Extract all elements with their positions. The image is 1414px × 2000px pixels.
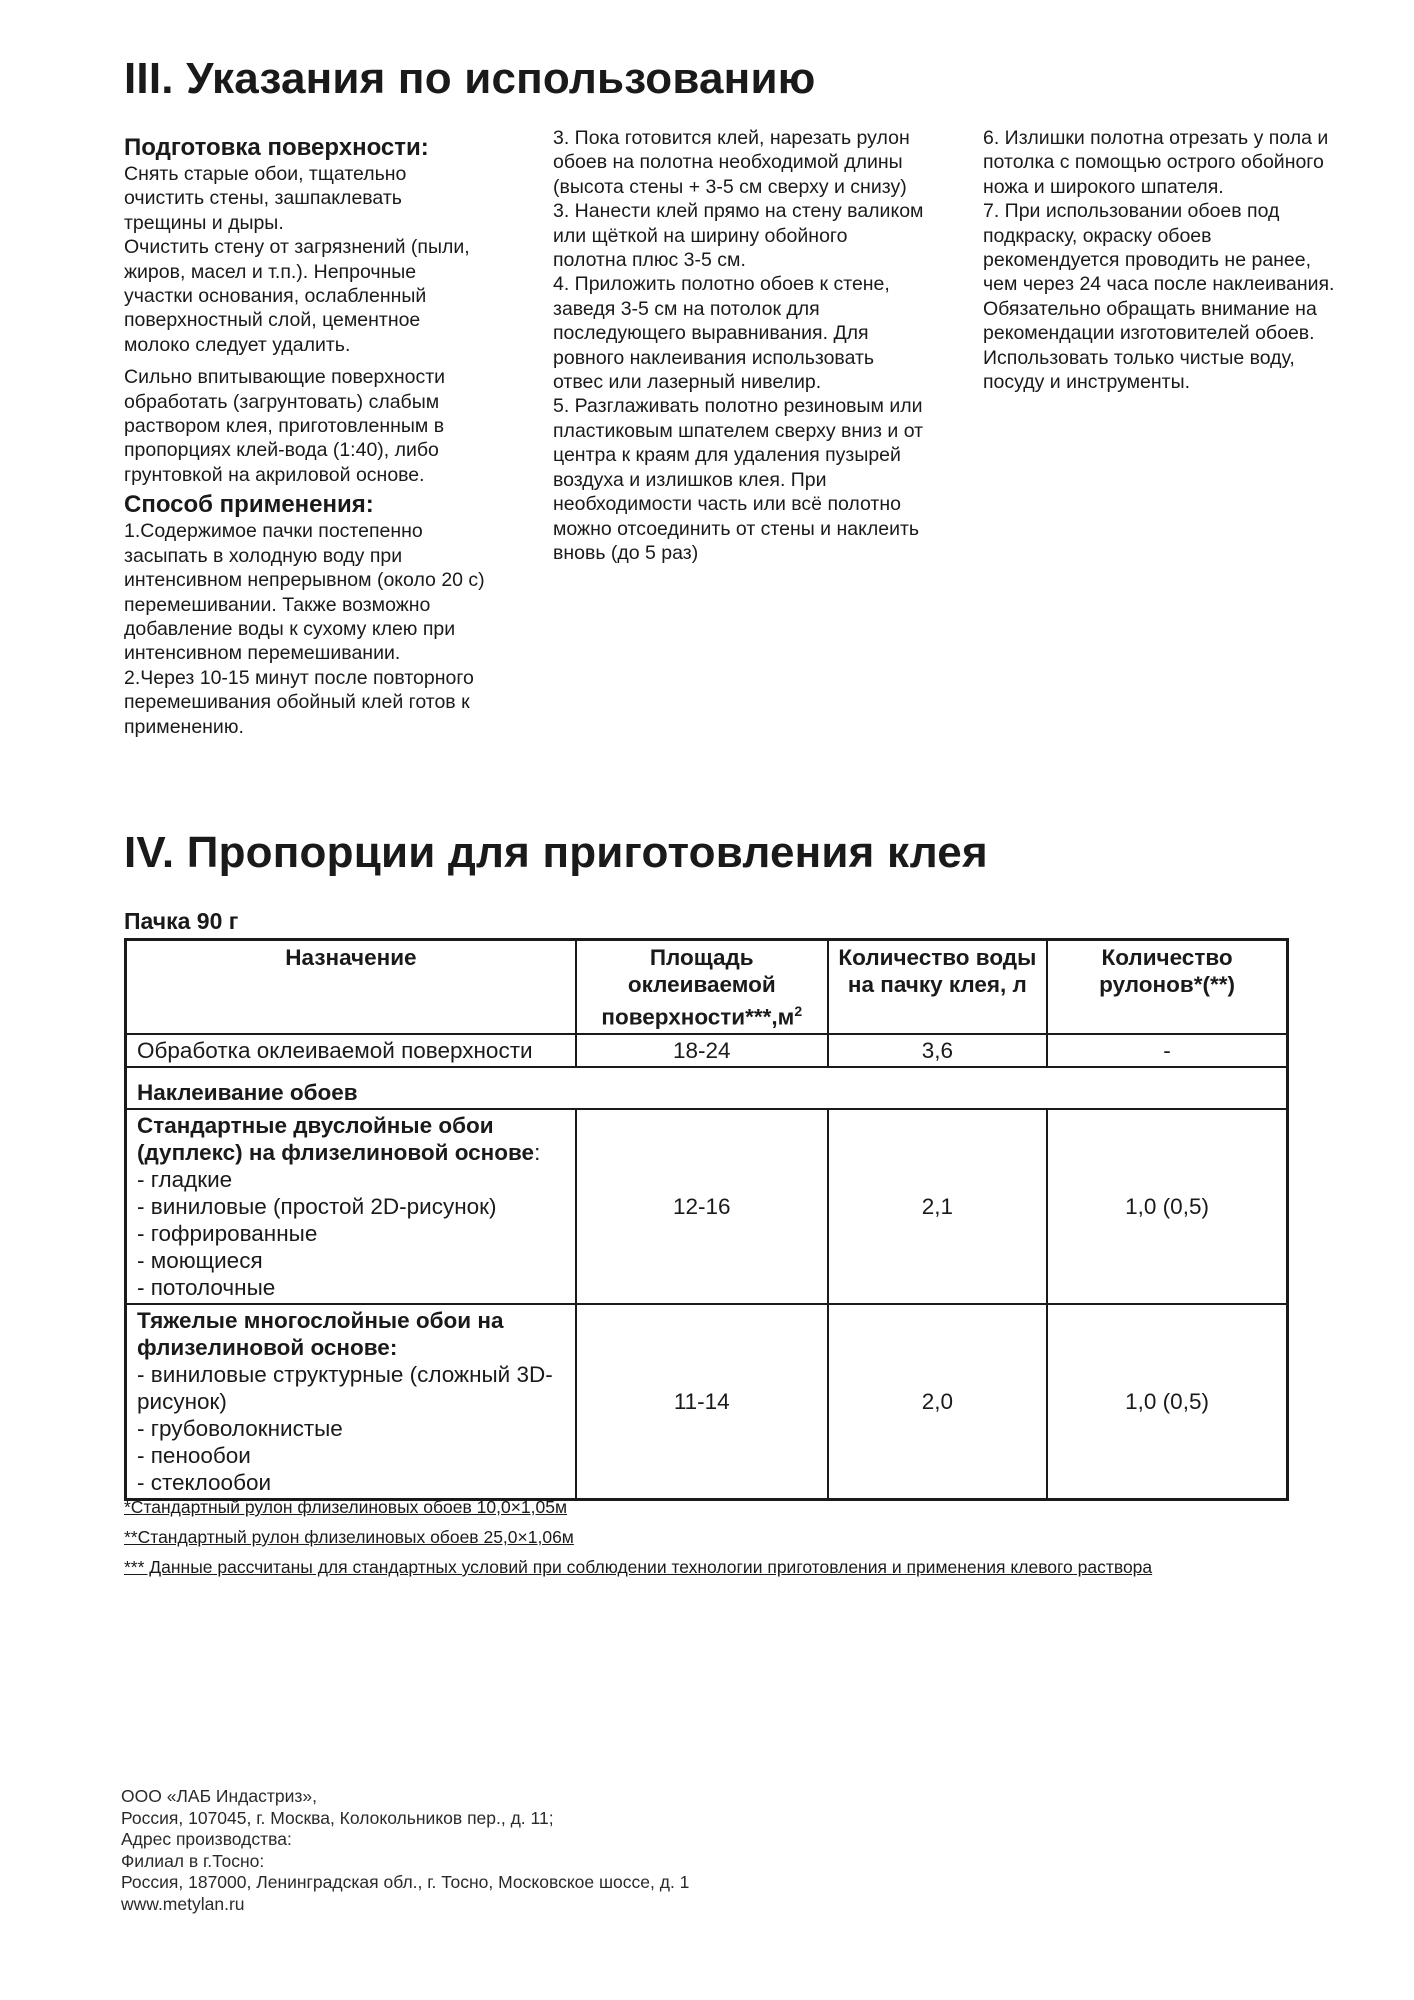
row3-rolls: 1,0 (0,5) xyxy=(1047,1304,1287,1500)
table-row xyxy=(126,1304,1288,1500)
row2-purpose: Стандартные двуслойные обои (дуплекс) на флизелиновой основе: - гладкие - виниловые (простой 2D-рисунок) - гофрированные - моющиеся - потолочные xyxy=(126,1109,576,1304)
step-8: 7. При использовании обоев под подкраску, окраску обоев рекомендуется проводить не ранее, чем через 24 часа после наклеивания. Обязательно обращать внимание на рекомендации изготовителей обоев. xyxy=(983,200,1335,345)
footer-line: Россия, 187000, Ленинградская обл., г. Тосно, Московское шоссе, д. 1 xyxy=(121,1872,690,1892)
footer-line: Россия, 107045, г. Москва, Колокольников пер., д. 11; xyxy=(121,1807,554,1828)
group-label: Наклеивание обоев xyxy=(126,1067,1048,1109)
section-4-title: IV. Пропорции для приготовления клея xyxy=(124,828,988,877)
table-group-row xyxy=(126,1067,1288,1109)
pack-label: Пачка 90 г xyxy=(124,908,239,934)
list-item: - гофрированные xyxy=(137,1220,318,1246)
prep-title: Подготовка поверхности: xyxy=(124,134,429,161)
prep-paragraph-1: Снять старые обои, тщательно очистить стены, зашпаклевать трещины и дыры. xyxy=(124,163,407,234)
list-item: - стеклообои xyxy=(137,1469,272,1495)
row2-area: 12-16 xyxy=(576,1109,828,1304)
header-rolls: Количество рулонов*(**) xyxy=(1047,940,1287,1034)
list-item: - пенообои xyxy=(137,1442,251,1468)
section-3-title: III. Указания по использованию xyxy=(124,54,816,103)
row1-purpose: Обработка оклеиваемой поверхности xyxy=(126,1034,576,1067)
table-header-row xyxy=(126,940,1288,1034)
row1-area: 18-24 xyxy=(576,1034,828,1067)
list-item: - гладкие xyxy=(137,1166,233,1192)
list-item: - виниловые (простой 2D-рисунок) xyxy=(137,1193,497,1219)
proportions-table xyxy=(124,938,1289,1501)
step-5: 4. Приложить полотно обоев к стене, заведя 3-5 см на потолок для последующего выравнивания. Для ровного наклеивания использовать отвес или лазерный нивелир. xyxy=(553,273,890,394)
company-footer xyxy=(121,1786,689,1915)
footer-line: Филиал в г.Тосно: xyxy=(121,1850,265,1871)
header-purpose: Назначение xyxy=(126,940,576,1034)
row3-title: Тяжелые многослойные обои на флизелиновой основе: xyxy=(137,1307,504,1360)
column-left xyxy=(124,126,486,739)
step-7: 6. Излишки полотна отрезать у пола и потолка с помощью острого обойного ножа и широкого шпателя. xyxy=(983,127,1329,198)
footer-line: ООО «ЛАБ Индастриз», xyxy=(121,1786,318,1806)
table-row xyxy=(126,1109,1288,1304)
method-title: Способ применения: xyxy=(124,491,374,519)
row2-title: Стандартные двуслойные обои (дуплекс) на флизелиновой основе xyxy=(137,1112,535,1165)
list-item: - виниловые структурные (сложный 3D-рисунок) xyxy=(137,1361,553,1414)
step-6: 5. Разглаживать полотно резиновым или пластиковым шпателем сверху вниз и от центра к краям для удаления пузырей воздуха и излишков клея. При необходимости часть или всё полотно можно отсоединить от стены и наклеить вновь (до 5 раз) xyxy=(553,395,924,564)
row2-rolls: 1,0 (0,5) xyxy=(1047,1109,1287,1304)
table-row xyxy=(126,1034,1288,1067)
row1-water: 3,6 xyxy=(828,1034,1047,1067)
step-4: 3. Нанести клей прямо на стену валиком или щёткой на ширину обойного полотна плюс 3-5 см. xyxy=(553,200,924,272)
list-item: - потолочные xyxy=(137,1274,276,1300)
row3-purpose xyxy=(126,1304,576,1500)
column-middle xyxy=(553,126,925,565)
list-item: - грубоволокнистые xyxy=(137,1415,343,1441)
row2-water: 2,1 xyxy=(828,1109,1047,1304)
row1-rolls: - xyxy=(1047,1034,1287,1067)
step-3: 3. Пока готовится клей, нарезать рулон обоев на полотна необходимой длины (высота стены + 3-5 см сверху и снизу) xyxy=(553,127,910,198)
header-water: Количество воды на пачку клея, л xyxy=(828,940,1047,1034)
footnote: *** Данные рассчитаны для стандартных условий при соблюдении технологии приготовления и применения клевого раствора xyxy=(124,1557,1153,1577)
step-1: 1.Содержимое пачки постепенно засыпать в холодную воду при интенсивном непрерывном (около 20 с) перемешивании. Также возможно добавление воды к сухому клею при интенсивном перемешивании. xyxy=(124,520,485,665)
table-footnotes xyxy=(124,1497,1152,1587)
list-item: - моющиеся xyxy=(137,1247,263,1273)
prep-paragraph-2: Очистить стену от загрязнений (пыли, жиров, масел и т.п.). Непрочные участки основания, ослабленный поверхностный слой, цементное молоко следует удалить. xyxy=(124,236,470,356)
website-link[interactable]: www.metylan.ru xyxy=(121,1893,245,1914)
footnote: *Стандартный рулон флизелиновых обоев 10,0×1,05м xyxy=(124,1497,568,1517)
footer-line: Адрес производства: xyxy=(121,1829,292,1849)
row3-water: 2,0 xyxy=(828,1304,1047,1500)
step-2: 2.Через 10-15 минут после повторного перемешивания обойный клей готов к применению. xyxy=(124,666,474,738)
header-area: Площадь оклеиваемой $поверхности***,м^2$ xyxy=(576,940,828,1034)
column-right xyxy=(983,126,1348,394)
step-9: Использовать только чистые воду, посуду и инструменты. xyxy=(983,346,1295,394)
prep-paragraph-3: Сильно впитывающие поверхности обработать (загрунтовать) слабым раствором клея, приготовленным в пропорциях клей-вода (1:40), либо грунтовкой на акриловой основе. xyxy=(124,366,446,486)
footnote: **Стандартный рулон флизелиновых обоев 25,0×1,06м xyxy=(124,1527,574,1547)
row3-area: 11-14 xyxy=(576,1304,828,1500)
